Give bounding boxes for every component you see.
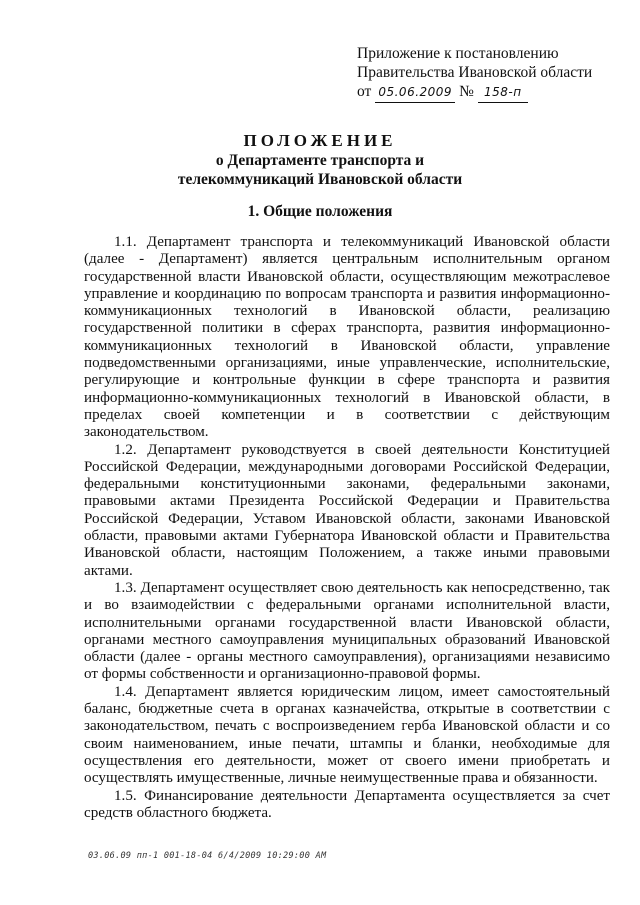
attachment-note bbox=[357, 44, 627, 103]
paragraph-1-2: 1.2. Департамент руководствуется в своей деятельности Конституцией Российской Федерации, международными договорами Российской Федерации, федеральными конституционными законами, федеральными законами, правовыми актами Президента Российской Федерации и Правительства Российской Федерации, Уставом Ивановской области, законами Ивановской области, правовыми актами Губернатора Ивановской области и Правительства Ивановской области, настоящим Положением, а также иными правовыми актами. bbox=[84, 441, 610, 579]
handwritten-number: 158-п bbox=[478, 83, 528, 103]
subtitle-line-1: о Департаменте транспорта и bbox=[215, 152, 425, 169]
attachment-line-1: Приложение к постановлению bbox=[357, 45, 559, 62]
attachment-line-2: Правительства Ивановской области bbox=[357, 64, 593, 81]
paragraph-1-1: 1.1. Департамент транспорта и телекоммуникаций Ивановской области (далее - Департамент) является центральным исполнительным органом государственной власти Ивановской области, осуществляющим межотраслевое управление и координацию по вопросам транспорта и развития информационно-коммуникационных технологий в Ивановской области, реализацию государственной политики в сферах транспорта, развития информационно-коммуникационных технологий в Ивановской области, управление подведомственными организациями, иные управленческие, исполнительские, регулирующие и контрольные функции в сфере транспорта и развития информационно-коммуникационных технологий в Ивановской области, в пределах своей компетенции и в соответствии с действующим законодательством. bbox=[84, 234, 610, 441]
handwritten-date: 05.06.2009 bbox=[375, 83, 455, 103]
section-heading: 1. Общие положения bbox=[247, 203, 393, 220]
paragraph-1-5: 1.5. Финансирование деятельности Департамента осуществляется за счет средств областного бюджета. bbox=[84, 787, 610, 821]
paragraph-1-3: 1.3. Департамент осуществляет свою деятельность как непосредственно, так и во взаимодействии с федеральными органами исполнительной власти, исполнительными органами государственной власти Ивановской области, органами местного самоуправления муниципальных образований Ивановской области (далее - органы местного самоуправления), организациями независимо от формы собственности и организационно-правовой формы. bbox=[84, 579, 610, 683]
document-title: ПОЛОЖЕНИЕ bbox=[243, 131, 397, 150]
document-body bbox=[84, 234, 610, 822]
date-prefix: от bbox=[357, 83, 372, 100]
subtitle-line-2: телекоммуникаций Ивановской области bbox=[177, 171, 463, 188]
print-footer: 03.06.09 пп-1 001-18-04 6/4/2009 10:29:00 AM bbox=[88, 851, 327, 861]
document-subtitle bbox=[0, 151, 640, 189]
number-sign: № bbox=[459, 83, 474, 100]
paragraph-1-4: 1.4. Департамент является юридическим лицом, имеет самостоятельный баланс, бюджетные счета в органах казначейства, открытые в соответствии с законодательством, печать с воспроизведением герба Ивановской области и со своим наименованием, иные печати, штампы и бланки, необходимые для осуществления его деятельности, может от своего имени приобретать и осуществлять имущественные, личные неимущественные права и обязанности. bbox=[84, 683, 610, 787]
attachment-date-line bbox=[357, 82, 627, 103]
